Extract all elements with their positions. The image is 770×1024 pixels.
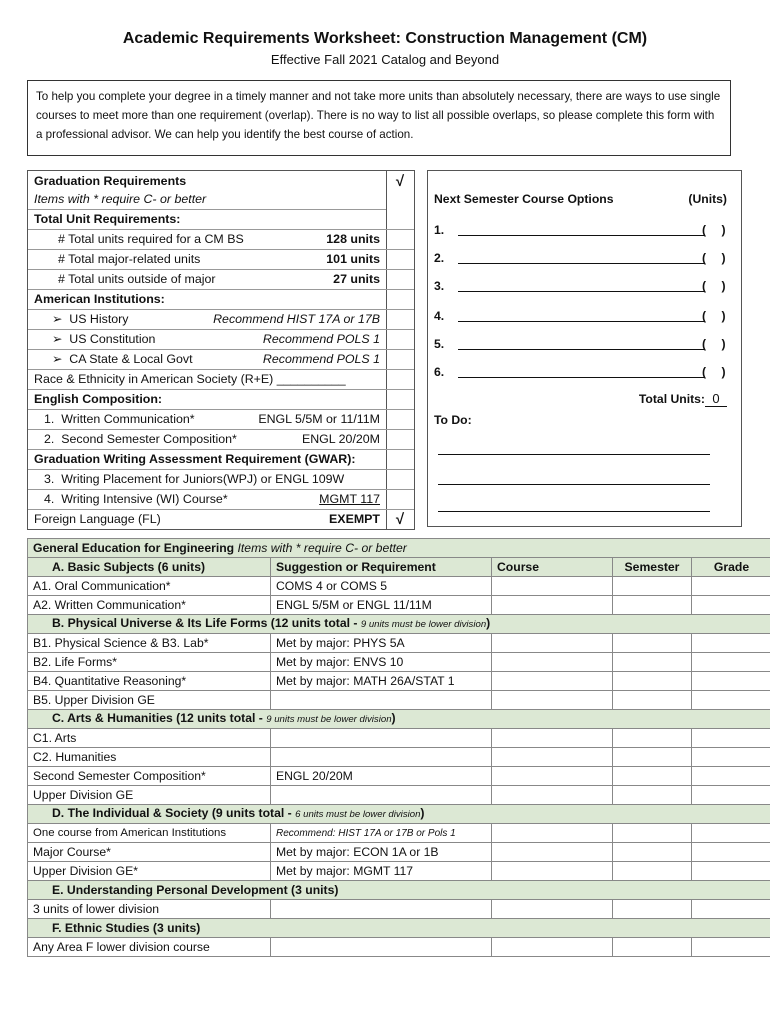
written-communication-label: Written Communication* (61, 412, 195, 426)
american-institutions-heading: American Institutions: (34, 292, 165, 306)
table-row: Second Semester Composition* ENGL 20/20M (28, 767, 770, 786)
item-number: 3. (44, 472, 55, 486)
course-option-1[interactable]: 1. ( ) (434, 223, 732, 237)
us-constitution-label: US Constitution (69, 332, 156, 346)
second-composition-label: Second Semester Composition* (61, 432, 237, 446)
ca-govt-recommend: Recommend POLS 1 (262, 352, 380, 366)
table-row: B2. Life Forms* Met by major: ENVS 10 (28, 653, 770, 672)
next-semester-box (427, 170, 742, 527)
ca-govt-label: CA State & Local Govt (69, 352, 193, 366)
intro-box: To help you complete your degree in a timely manner and not take more units than absolutely necessary, there are ways to use single courses to meet more than one requirement (overlap). There is no way to list all possible overlaps, so please complete this form with a professional advisor. We can help you identify the best course of action. (27, 80, 731, 156)
wi-label: Writing Intensive (WI) Course* (61, 492, 228, 506)
table-row: A2. Written Communication* ENGL 5/5M or ENGL 11/11M (28, 596, 770, 615)
table-row: One course from American Institutions Recommend: HIST 17A or 17B or Pols 1 (28, 824, 770, 843)
table-row: B1. Physical Science & B3. Lab* Met by major: PHYS 5A (28, 634, 770, 653)
total-units-heading: Total Unit Requirements: (34, 212, 181, 226)
item-number: 2. (44, 432, 55, 446)
table-row: Upper Division GE (28, 786, 770, 805)
english-composition-heading: English Composition: (34, 392, 163, 406)
total-units-value[interactable]: 0 (705, 391, 727, 407)
total-cm-label: # Total units required for a CM BS (58, 232, 244, 246)
table-row: C1. Arts (28, 729, 770, 748)
ge-table (27, 538, 770, 957)
arrow-bullet-icon: ➢ (52, 352, 63, 366)
foreign-language-value: EXEMPT (329, 512, 380, 526)
section-b-heading: B. Physical Universe & Its Life Forms (12 units total - 9 units must be lower division) (28, 615, 770, 634)
units-header: (Units) (688, 192, 727, 206)
total-units: Total Units: 0 (639, 391, 727, 407)
todo-line-1[interactable] (438, 454, 710, 455)
foreign-language-label: Foreign Language (FL) (34, 512, 161, 526)
total-cm-value: 128 units (326, 232, 380, 246)
check-header: √ (395, 173, 405, 190)
item-number: 4. (44, 492, 55, 506)
col-suggestion: Suggestion or Requirement (271, 558, 492, 577)
table-row: B5. Upper Division GE (28, 691, 770, 710)
section-f-heading: F. Ethnic Studies (3 units) (28, 919, 770, 938)
grad-subheading: Items with * require C- or better (34, 192, 207, 206)
wpj-label: Writing Placement for Juniors(WPJ) or ENGL 109W (61, 472, 345, 486)
todo-label: To Do: (434, 413, 472, 427)
table-row: Major Course* Met by major: ECON 1A or 1B (28, 843, 770, 862)
total-major-value: 101 units (326, 252, 380, 266)
us-history-label: US History (69, 312, 129, 326)
total-outside-label: # Total units outside of major (58, 272, 216, 286)
arrow-bullet-icon: ➢ (52, 312, 63, 326)
item-number: 1. (44, 412, 55, 426)
us-history-recommend: Recommend HIST 17A or 17B (213, 312, 380, 326)
ge-heading: General Education for Engineering (33, 540, 235, 555)
col-course: Course (492, 558, 613, 577)
course-option-3[interactable]: 3. ( ) (434, 279, 732, 293)
foreign-language-check: √ (395, 511, 405, 528)
arrow-bullet-icon: ➢ (52, 332, 63, 346)
course-option-6[interactable]: 6. ( ) (434, 365, 732, 379)
table-row: B4. Quantitative Reasoning* Met by major: MATH 26A/STAT 1 (28, 672, 770, 691)
total-major-label: # Total major-related units (58, 252, 201, 266)
total-outside-value: 27 units (333, 272, 380, 286)
section-c-heading: C. Arts & Humanities (12 units total - 9 units must be lower division) (28, 710, 770, 729)
table-row: Any Area F lower division course (28, 938, 770, 957)
section-d-heading: D. The Individual & Society (9 units total - 6 units must be lower division) (28, 805, 770, 824)
us-constitution-recommend: Recommend POLS 1 (262, 332, 380, 346)
col-grade: Grade (692, 558, 770, 577)
wi-course: MGMT 117 (319, 492, 380, 506)
section-e-heading: E. Understanding Personal Development (3 units) (28, 881, 770, 900)
written-communication-course: ENGL 5/5M or 11/11M (258, 412, 380, 426)
gwar-heading: Graduation Writing Assessment Requirement (GWAR): (34, 452, 356, 466)
col-basic-subjects: A. Basic Subjects (6 units) (28, 558, 271, 577)
race-ethnicity-label: Race & Ethnicity in American Society (R+E) __________ (34, 372, 346, 386)
todo-line-3[interactable] (438, 511, 710, 512)
graduation-requirements-box (27, 170, 415, 530)
page-title: Academic Requirements Worksheet: Construction Management (CM) (122, 30, 648, 47)
second-composition-course: ENGL 20/20M (301, 432, 380, 446)
table-row: C2. Humanities (28, 748, 770, 767)
course-option-4[interactable]: 4. ( ) (434, 309, 732, 323)
page-subtitle: Effective Fall 2021 Catalog and Beyond (270, 52, 500, 67)
course-option-5[interactable]: 5. ( ) (434, 337, 732, 351)
ge-heading-note: Items with * require C- or better (237, 540, 407, 555)
todo-line-2[interactable] (438, 484, 710, 485)
col-semester: Semester (613, 558, 692, 577)
next-semester-heading: Next Semester Course Options (434, 192, 614, 206)
course-option-2[interactable]: 2. ( ) (434, 251, 732, 265)
grad-heading: Graduation Requirements (34, 174, 187, 188)
table-row: Upper Division GE* Met by major: MGMT 117 (28, 862, 770, 881)
table-row: 3 units of lower division (28, 900, 770, 919)
table-row: A1. Oral Communication* COMS 4 or COMS 5 (28, 577, 770, 596)
